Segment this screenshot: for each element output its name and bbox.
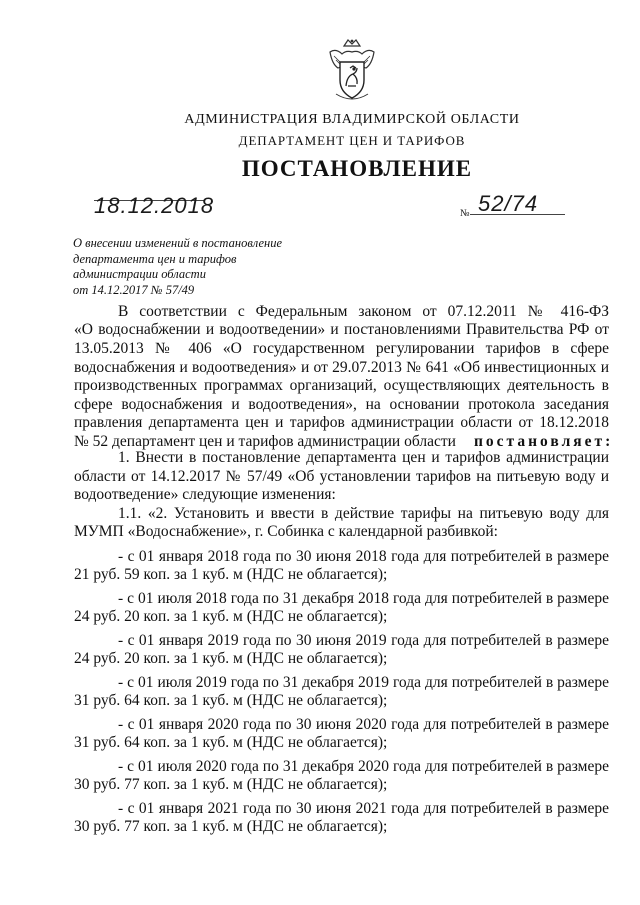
tariff-period: - с 01 января 2019 года по 30 июня 2019 года для потребителей в размере	[118, 632, 609, 649]
body-line: 13.05.2013 № 406 «О государственном регулировании тарифов в сфере	[74, 340, 609, 357]
resolving-word: постановляет:	[474, 433, 614, 450]
document-number: 52/74	[478, 191, 539, 216]
subject-line: администрации области	[73, 267, 206, 281]
body-line: МУМП «Водоснабжение», г. Собинка с календарной разбивкой:	[74, 523, 498, 540]
body-line: водоотведение» следующие изменения:	[74, 486, 336, 503]
tariff-value: 30 руб. 77 коп. за 1 куб. м (НДС не облагается);	[74, 818, 388, 835]
tariff-period: - с 01 января 2021 года по 30 июня 2021 года для потребителей в размере	[118, 800, 609, 817]
document-date: 18.12.2018	[94, 193, 215, 218]
tariff-period: - с 01 июля 2019 года по 31 декабря 2019 года для потребителей в размере	[118, 674, 609, 691]
body-line: правления департамента цен и тарифов администрации области от 18.12.2018	[74, 414, 609, 431]
body-line: № 52 департамент цен и тарифов администрации области	[74, 433, 456, 450]
body-line: 1. Внести в постановление департамента цен и тарифов администрации	[118, 449, 609, 466]
document-title: ПОСТАНОВЛЕНИЕ	[241, 156, 473, 181]
tariff-period: - с 01 января 2020 года по 30 июня 2020 года для потребителей в размере	[118, 716, 609, 733]
tariff-value: 24 руб. 20 коп. за 1 куб. м (НДС не облагается);	[74, 650, 388, 667]
tariff-value: 24 руб. 20 коп. за 1 куб. м (НДС не облагается);	[74, 608, 388, 625]
department-name: ДЕПАРТАМЕНТ ЦЕН И ТАРИФОВ	[238, 133, 466, 148]
body-line: области от 14.12.2017 № 57/49 «Об установлении тарифов на питьевую воду и	[74, 468, 609, 485]
tariff-period: - с 01 июля 2020 года по 31 декабря 2020 года для потребителей в размере	[118, 758, 609, 775]
tariff-value: 21 руб. 59 коп. за 1 куб. м (НДС не облагается);	[74, 566, 388, 583]
document-subject	[73, 236, 333, 298]
tariff-value: 30 руб. 77 коп. за 1 куб. м (НДС не облагается);	[74, 776, 388, 793]
body-line: сфере водоснабжения и водоотведения», на основании протокола заседания	[74, 396, 609, 413]
tariff-value: 31 руб. 64 коп. за 1 куб. м (НДС не облагается);	[74, 734, 388, 751]
tariff-value: 31 руб. 64 коп. за 1 куб. м (НДС не облагается);	[74, 692, 388, 709]
body-line: 1.1. «2. Установить и ввести в действие тарифы на питьевую воду для	[118, 505, 609, 522]
body-line: В соответствии с Федеральным законом от 07.12.2011 № 416-ФЗ	[118, 303, 609, 320]
body-line: водоснабжения и водоотведения» и от 29.07.2013 № 641 «Об инвестиционных и	[74, 359, 609, 376]
number-label: №	[460, 208, 470, 219]
body-line: «О водоснабжении и водоотведении» и постановлениями Правительства РФ от	[74, 321, 609, 338]
tariff-period: - с 01 июля 2018 года по 31 декабря 2018 года для потребителей в размере	[118, 590, 609, 607]
tariff-period: - с 01 января 2018 года по 30 июня 2018 года для потребителей в размере	[118, 548, 609, 565]
subject-line: департамента цен и тарифов	[73, 251, 237, 266]
subject-line: О внесении изменений в постановление	[73, 236, 283, 250]
organization-name: АДМИНИСТРАЦИЯ ВЛАДИМИРСКОЙ ОБЛАСТИ	[184, 112, 520, 127]
subject-line: от 14.12.2017 № 57/49	[73, 282, 195, 297]
coat-of-arms-icon	[326, 38, 378, 102]
body-line: производственных программах организаций, осуществляющих деятельность в	[74, 377, 609, 394]
